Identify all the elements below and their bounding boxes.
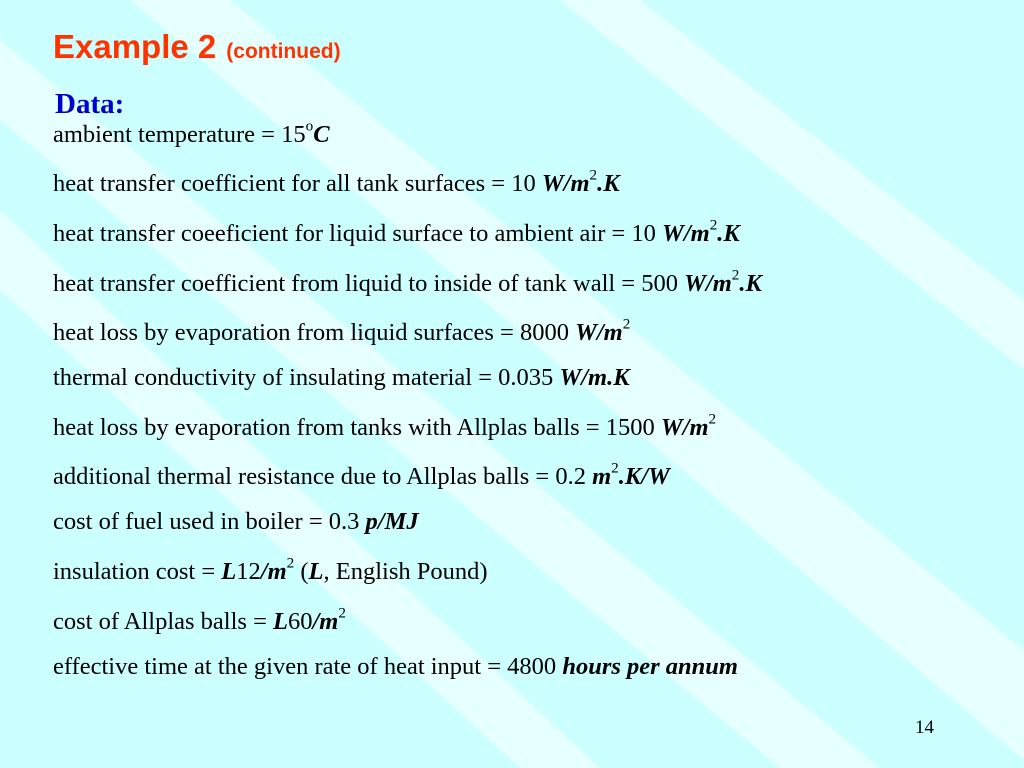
unit-sup: 2 — [286, 554, 295, 572]
line-unit: W/m — [541, 170, 590, 197]
unit-sup: 2 — [611, 459, 619, 477]
line-unit: C — [313, 121, 330, 148]
line-text: heat transfer coeeficient for liquid surface to ambient air = 10 — [53, 220, 663, 247]
unit-sup: 2 — [338, 604, 346, 622]
note-open: ( — [294, 558, 309, 585]
data-heading: Data: — [55, 88, 125, 120]
degree-sup: o — [305, 117, 314, 135]
unit-sup: 2 — [731, 266, 740, 284]
data-line-thermal-conductivity — [53, 366, 630, 391]
line-unit: /m — [312, 608, 339, 635]
line-unit-suffix: .K/W — [618, 463, 670, 490]
data-line-fuel-cost — [53, 510, 419, 535]
line-text: ambient temperature = 15 — [53, 121, 306, 148]
data-line-htc-tank-surfaces — [53, 166, 620, 197]
unit-sup: 2 — [589, 166, 598, 184]
line-unit-suffix: .K — [717, 220, 740, 247]
line-text: heat transfer coefficient from liquid to inside of tank wall = 500 — [53, 270, 685, 297]
title-main: Example 2 — [53, 28, 217, 65]
page-number: 14 — [915, 717, 934, 738]
unit-sup: 2 — [709, 216, 718, 234]
line-text: thermal conductivity of insulating material = 0.035 — [53, 364, 560, 391]
line-unit: W/m — [660, 414, 709, 441]
line-amount: 60 — [287, 608, 313, 635]
line-unit-suffix: .K — [739, 270, 762, 297]
note-text: , English Pound) — [323, 558, 488, 585]
data-line-htc-liquid-air — [53, 216, 740, 247]
line-unit: W/m — [575, 319, 623, 346]
line-unit-suffix: .K — [597, 170, 620, 197]
data-line-thermal-resistance — [53, 459, 670, 490]
line-text: heat loss by evaporation from liquid surfaces = 8000 — [53, 319, 576, 346]
line-amount: 12 — [236, 558, 261, 585]
unit-sup: 2 — [708, 410, 717, 428]
line-text: heat transfer coefficient for all tank surfaces = 10 — [53, 170, 542, 197]
data-line-ambient-temperature — [53, 117, 330, 148]
title-sub: (continued) — [226, 40, 341, 63]
data-line-htc-liquid-wall — [53, 266, 762, 297]
line-unit: /m — [260, 558, 287, 585]
line-unit: hours per annum — [562, 653, 738, 680]
line-unit: m — [592, 463, 612, 490]
data-line-allplas-cost — [53, 604, 346, 635]
note-currency-symbol: L — [308, 558, 324, 585]
data-line-insulation-cost — [53, 554, 488, 585]
line-unit: W/m — [662, 220, 710, 247]
line-text: effective time at the given rate of heat input = 4800 — [53, 653, 563, 680]
line-text: additional thermal resistance due to Allplas balls = 0.2 — [53, 463, 593, 490]
slide-title — [53, 28, 341, 66]
line-unit: W/m.K — [559, 364, 630, 391]
line-text: heat loss by evaporation from tanks with Allplas balls = 1500 — [53, 414, 661, 441]
unit-sup: 2 — [622, 315, 631, 333]
data-line-evaporation-liquid — [53, 315, 631, 346]
currency-symbol: L — [221, 558, 237, 585]
currency-symbol: L — [273, 608, 288, 635]
line-unit: W/m — [684, 270, 732, 297]
line-text: cost of Allplas balls = — [53, 608, 274, 635]
data-line-evaporation-allplas — [53, 410, 717, 441]
line-text: cost of fuel used in boiler = 0.3 — [53, 508, 366, 535]
line-text: insulation cost = — [53, 558, 222, 585]
line-unit: p/MJ — [365, 508, 419, 535]
data-line-effective-time — [53, 655, 738, 680]
